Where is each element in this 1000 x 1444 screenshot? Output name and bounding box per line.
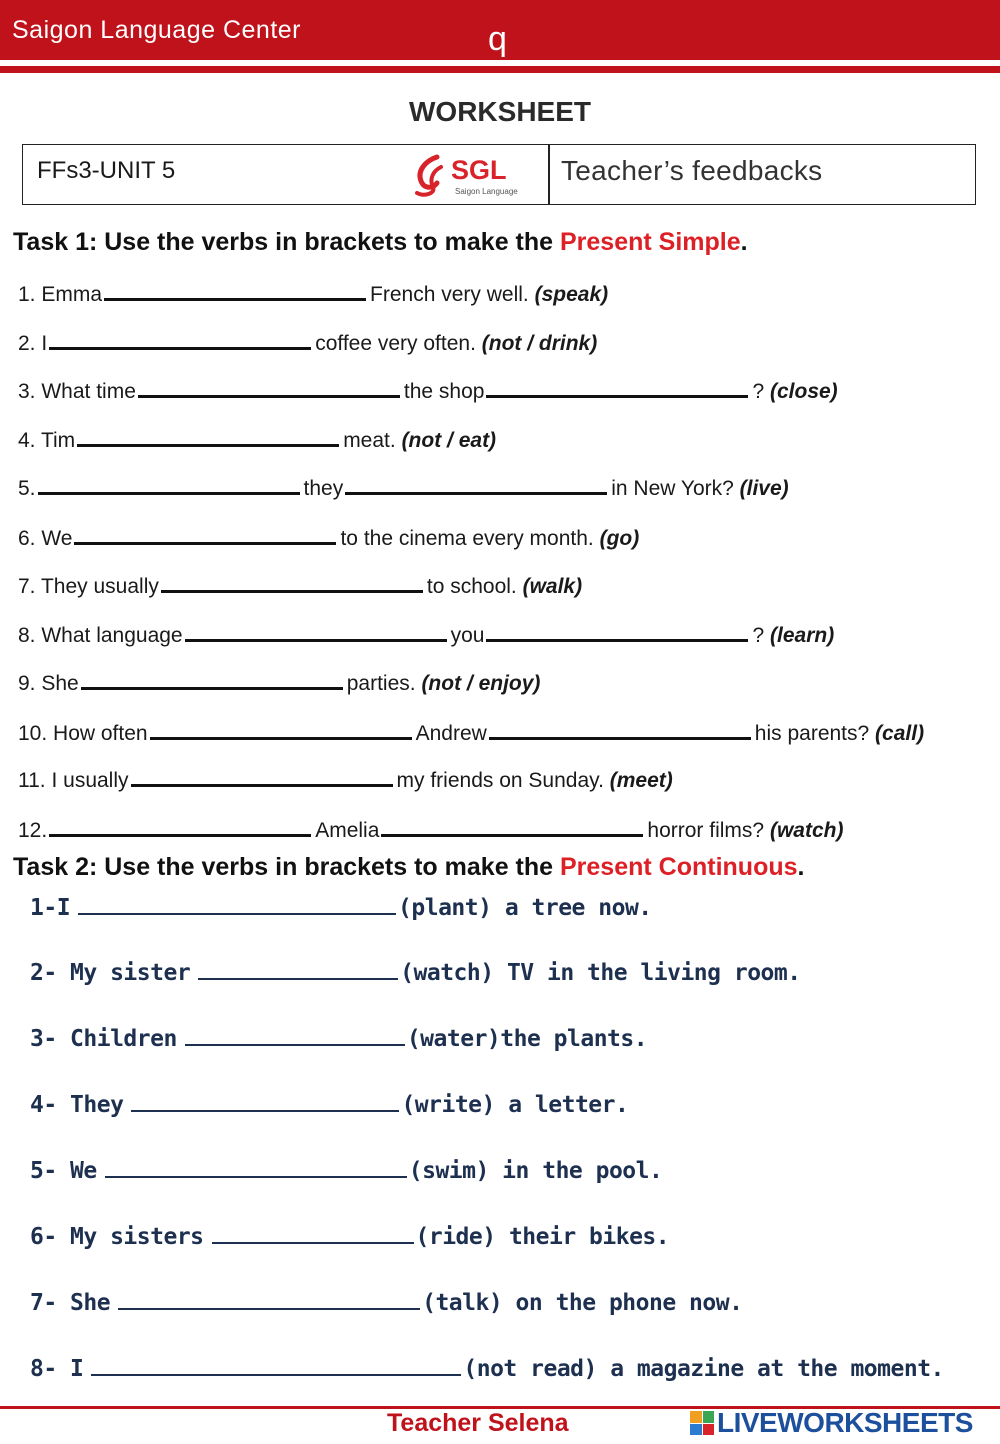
task2-item [30,1354,944,1382]
task2-heading-text: Task 2: Use the verbs in brackets to make the [13,853,560,881]
item-prefix: 3. What time [18,380,136,403]
item-text: the shop [403,380,485,403]
verb-hint: (not / drink) [481,332,598,355]
sgl-logo-icon [411,153,451,199]
verb-hint: (meet) [609,769,673,792]
task2-item [30,1024,647,1052]
item-prefix: 8- I [30,1356,84,1382]
task1-item [18,812,843,843]
liveworksheets-text: LIVEWORKSHEETS [717,1407,973,1438]
page-mark: q [488,20,507,58]
task1-item [18,373,838,404]
answer-blank[interactable] [185,1024,405,1046]
task2-heading-tense: Present Continuous [560,853,798,881]
answer-blank[interactable] [161,568,423,593]
item-text: meat. [343,429,396,452]
task2-item [30,1222,669,1250]
answer-blank[interactable] [198,958,398,980]
task2-item [30,1156,662,1184]
answer-blank[interactable] [81,665,343,690]
sgl-logo [411,153,521,199]
item-text: (not read) a magazine at the moment. [463,1356,944,1382]
answer-blank[interactable] [150,715,412,740]
answer-blank[interactable] [77,422,339,447]
task1-item [18,715,924,746]
header-divider [0,66,1000,73]
answer-blank[interactable] [138,373,400,398]
item-text-end: horror films? [647,819,765,842]
item-text: Andrew [415,722,487,745]
item-prefix: 5- We [30,1158,97,1184]
item-prefix: 6. We [18,527,73,550]
answer-blank[interactable] [49,812,311,837]
answer-blank[interactable] [49,325,311,350]
item-text-end: in New York? [611,477,734,500]
item-text: (write) a letter. [401,1092,629,1118]
task1-item [18,276,608,307]
item-prefix: 5. [18,477,36,500]
item-text: (swim) in the pool. [408,1158,663,1184]
task1-heading-text: Task 1: Use the verbs in brackets to make the [13,228,560,256]
task1-item [18,568,582,599]
item-text: (water)the plants. [406,1026,648,1052]
logo-text: SGL [451,155,507,185]
task1-heading [13,228,748,257]
item-text: (talk) on the phone now. [422,1290,743,1316]
task2-item [30,1288,742,1316]
verb-hint: (close) [769,380,838,403]
item-prefix: 6- My sisters [30,1224,204,1250]
task2-item [30,893,652,921]
answer-blank[interactable] [486,373,748,398]
unit-label: FFs3-UNIT 5 [37,157,176,184]
item-text: (plant) a tree now. [398,895,652,921]
item-prefix: 12. [18,819,48,842]
item-text-end: ? [752,380,765,403]
answer-blank[interactable] [345,470,607,495]
answer-blank[interactable] [91,1354,461,1376]
item-text: to school. [426,575,517,598]
item-text-end: his parents? [754,722,870,745]
item-text-end: ? [752,624,765,647]
item-text: you [450,624,485,647]
info-divider [548,145,550,204]
answer-blank[interactable] [74,520,336,545]
answer-blank[interactable] [105,1156,407,1178]
item-text: parties. [346,672,416,695]
item-text: they [303,477,344,500]
task1-heading-end: . [740,228,748,256]
item-prefix: 1-I [30,895,71,921]
item-prefix: 10. How often [18,722,148,745]
item-prefix: 7. They usually [18,575,159,598]
item-prefix: 4. Tim [18,429,76,452]
item-prefix: 1. Emma [18,283,103,306]
info-box [22,144,976,205]
item-text: (ride) their bikes. [415,1224,670,1250]
item-text: (watch) TV in the living room. [400,960,801,986]
answer-blank[interactable] [489,715,751,740]
task1-item [18,665,540,696]
verb-hint: (speak) [534,283,609,306]
answer-blank[interactable] [185,617,447,642]
verb-hint: (walk) [522,575,583,598]
task1-item [18,470,789,501]
task2-item [30,1090,628,1118]
liveworksheets-icon [690,1411,714,1435]
answer-blank[interactable] [131,1090,399,1112]
answer-blank[interactable] [212,1222,414,1244]
task1-heading-tense: Present Simple [560,228,741,256]
answer-blank[interactable] [78,893,396,915]
verb-hint: (not / enjoy) [421,672,541,695]
item-text: to the cinema every month. [340,527,594,550]
school-name: Saigon Language Center [12,16,302,44]
verb-hint: (learn) [770,624,835,647]
item-prefix: 3- Children [30,1026,177,1052]
verb-hint: (call) [875,722,925,745]
task1-item [18,617,834,648]
item-prefix: 2- My sister [30,960,191,986]
answer-blank[interactable] [38,470,300,495]
task1-item [18,325,597,356]
teacher-feedback-label: Teacher’s feedbacks [561,155,823,186]
answer-blank[interactable] [131,762,393,787]
answer-blank[interactable] [381,812,643,837]
task2-heading [13,853,804,882]
item-prefix: 11. I usually [18,769,129,792]
item-prefix: 8. What language [18,624,183,647]
task2-item [30,958,801,986]
verb-hint: (not / eat) [401,429,497,452]
task2-heading-end: . [797,853,805,881]
item-prefix: 4- They [30,1092,124,1118]
verb-hint: (watch) [769,819,844,842]
verb-hint: (live) [739,477,789,500]
item-text: French very well. [370,283,529,306]
item-prefix: 7- She [30,1290,111,1316]
task1-item [18,762,673,793]
task1-item [18,422,496,453]
task1-item [18,520,639,551]
verb-hint: (go) [599,527,640,550]
worksheet-title: WORKSHEET [409,96,591,127]
teacher-name: Teacher Selena [387,1409,569,1437]
item-prefix: 9. She [18,672,79,695]
item-prefix: 2. I [18,332,48,355]
item-text: my friends on Sunday. [396,769,604,792]
answer-blank[interactable] [104,276,366,301]
item-text: coffee very often. [315,332,476,355]
item-text: Amelia [315,819,380,842]
answer-blank[interactable] [486,617,748,642]
answer-blank[interactable] [118,1288,420,1310]
liveworksheets-logo [690,1404,973,1442]
logo-subtext: Saigon Language [455,187,518,196]
